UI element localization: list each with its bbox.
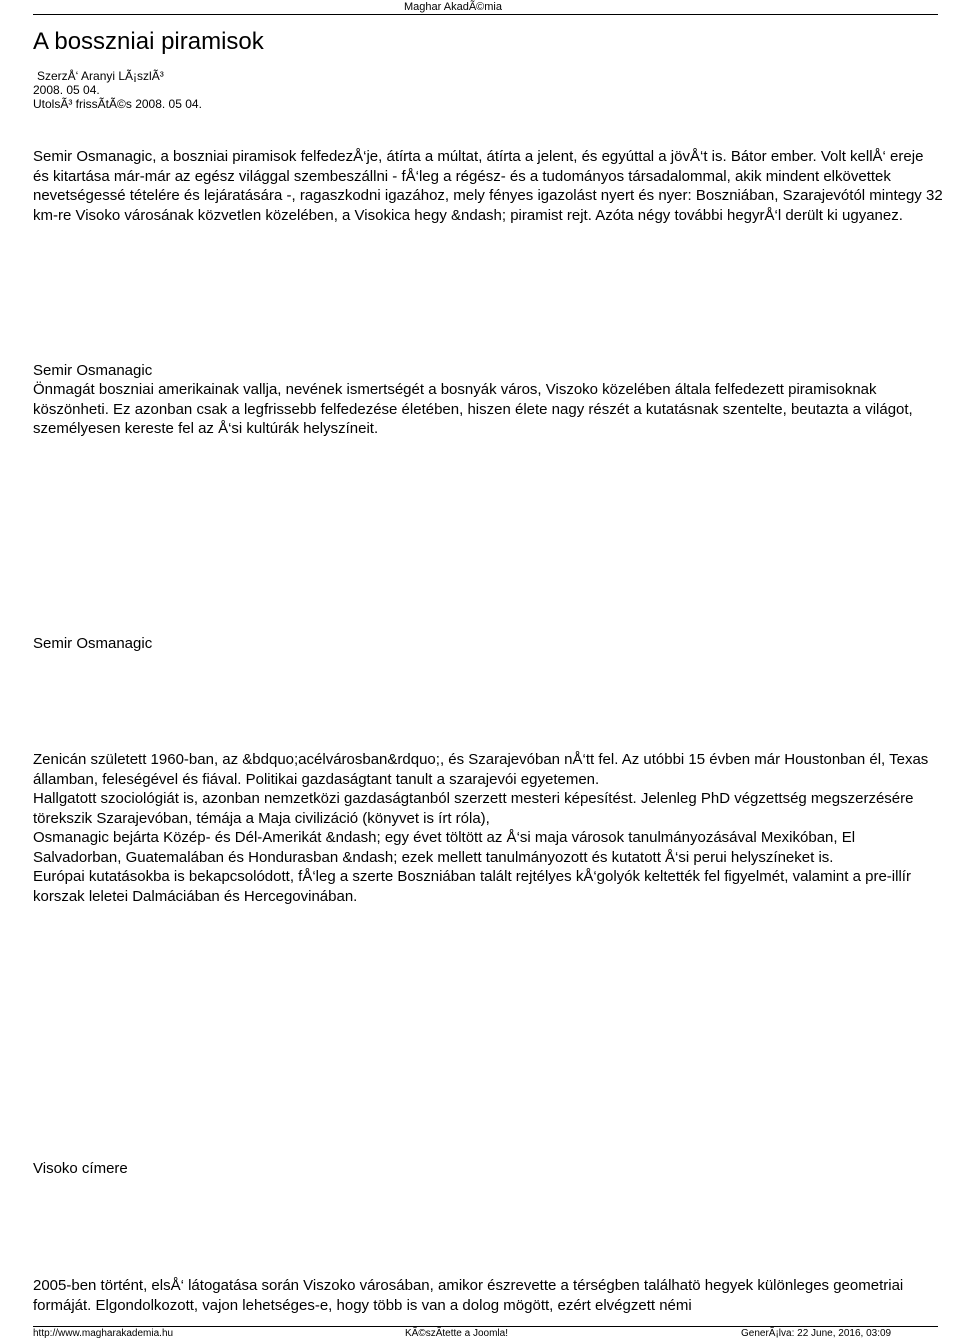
paragraph-text: Visoko címere: [33, 1160, 128, 1177]
discovery-paragraph: [33, 1276, 943, 1315]
section-heading: [33, 361, 943, 381]
image-caption: [33, 1159, 943, 1179]
footer-divider: [33, 1326, 938, 1327]
article-title: A bosszniai piramisok: [33, 28, 264, 55]
footer-generated: GenerÃ¡lva: 22 June, 2016, 03:09: [741, 1328, 892, 1339]
paragraph-text: Semir Osmanagic, a boszniai piramisok felfedezÅ‘je, átírta a múltat, átírta a jelent, és egyúttal a jövÅ‘t is. Bátor ember. Volt kellÅ‘ ereje és kitartása már-már az egész világgal szembeszállni - fÅ‘leg a régész- és a tudományos társadalommal, akik mindent elkövettek nevetségessé tételére és lejáratására -, ragaszkodni igazához, mely fényes igazolást nyert és nyer: Boszniában, Szarajevótól mintegy 32 km-re Visoko városának közvetlen közelében, a Visokica hegy &ndash; piramist rejt. Azóta négy további hegyrÅ‘l derült ki ugyanez.: [33, 148, 943, 224]
header-divider: [33, 14, 938, 15]
paragraph-text: Önmagát boszniai amerikainak vallja, nevének ismertségét a bosnyák város, Viszoko közelében általa felfedezett piramisoknak köszönheti. Ez azonban csak a legfrissebb felfedezése életében, hiszen élete nagy részét a kutatásnak szentelte, beutazta a világot, személyesen kereste fel az Å‘si kultúrák helyszíneit.: [33, 381, 913, 437]
header-site-name: Maghar AkadÃ©mia: [404, 1, 502, 13]
footer-credit: KÃ©szÃtette a Joomla!: [405, 1328, 508, 1339]
paragraph-text: Európai kutatásokba is bekapcsolódott, fÅ‘leg a szerte Boszniában talált rejtélyes kÅ‘golyók keltették fel figyelmét, valamint a pre-illír korszak leletei Dalmáciában és Hercegovinában.: [33, 868, 911, 905]
paragraph-text: Osmanagic bejárta Közép- és Dél-Amerikát &ndash; egy évet töltött az Å‘si maja városok tanulmányozásával Mexikóban, El Salvadorban, Guatemalában és Hondurasban &ndash; ezek mellett tanulmányozott és kutatott Å‘si perui helyszíneket is.: [33, 829, 856, 866]
footer-url: http://www.magharakademia.hu: [33, 1328, 174, 1339]
author-line: SzerzÅ‘ Aranyi LÃ¡szlÃ³: [37, 69, 164, 83]
paragraph-text: Hallgatott szociológiát is, azonban nemzetközi gazdaságtanból szerzett mesteri képesítést. Jelenleg PhD végzettség megszerzésére törekszik Szarajevóban, témája a Maja civilizáció (könyvet is írt róla),: [33, 790, 914, 827]
paragraph-text: 2005-ben történt, elsÅ‘ látogatása során Viszoko városában, amikor észrevette a térségben találhatö hegyek különleges geometriai formáját. Elgondolkozott, vajon lehetséges-e, hogy több is van a dolog mögött, ezért elvégzett némi: [33, 1277, 904, 1314]
date-line: 2008. 05 04.: [33, 83, 100, 97]
article-meta: [33, 69, 202, 111]
image-caption: [33, 634, 943, 654]
updated-line: UtolsÃ³ frissÃtÃ©s 2008. 05 04.: [33, 97, 202, 111]
paragraph-text: Semir Osmanagic: [33, 635, 153, 652]
intro-paragraph: [33, 147, 943, 225]
biography-paragraph: [33, 750, 943, 906]
bio-paragraph: [33, 380, 943, 439]
paragraph-text: Semir Osmanagic: [33, 362, 153, 379]
paragraph-text: Zenicán született 1960-ban, az &bdquo;acélvárosban&rdquo;, és Szarajevóban nÅ‘tt fel. Az utóbbi 15 évben már Houstonban él, Texas államban, feleségével és fiával. Politikai gazdaságtant tanult a szarajevói egyetemen.: [33, 751, 929, 788]
